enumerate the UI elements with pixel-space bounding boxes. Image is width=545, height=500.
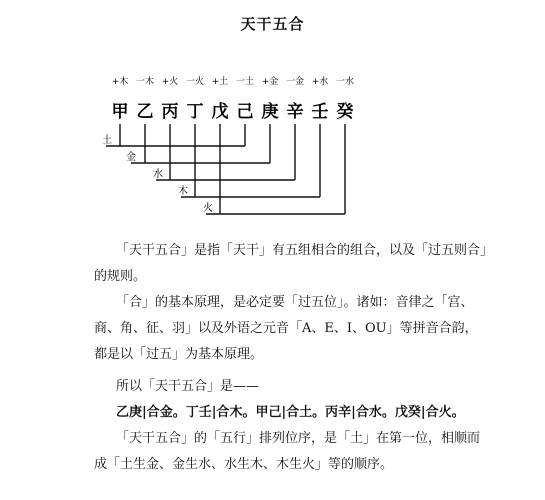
paragraph-line: 成「土生金、金生水、水生木、木生火」等的顺序。 bbox=[94, 457, 394, 472]
paragraph-line: 所以「天干五合」是—— bbox=[116, 379, 260, 394]
stem-character: 壬 bbox=[311, 102, 329, 122]
paragraph-principle bbox=[94, 290, 494, 368]
combination-element-label: 土 bbox=[102, 135, 112, 146]
stem-polarity-element: +金 bbox=[261, 77, 279, 87]
stem-polarity-element: 一木 bbox=[135, 77, 155, 87]
paragraph-line: 「天干五合」的「五行」排列位序，是「土」在第一位，相顺而 bbox=[116, 431, 481, 446]
stem-character: 丙 bbox=[161, 102, 179, 122]
stem-character: 己 bbox=[236, 102, 254, 122]
stem-character: 丁 bbox=[186, 102, 204, 122]
stem-polarity-element: 一土 bbox=[235, 77, 255, 87]
paragraph-combinations bbox=[94, 400, 494, 426]
stem-polarity-element: +水 bbox=[311, 77, 329, 87]
stem-polarity-element: 一水 bbox=[335, 77, 355, 87]
stem-polarity-element: 一火 bbox=[185, 77, 205, 87]
stem-polarity-element: 一金 bbox=[285, 77, 305, 87]
stem-character: 乙 bbox=[136, 102, 154, 122]
paragraph-line: 商、角、征、羽」以及外语之元音「A、E、I、OU」等拼音合韵， bbox=[94, 321, 478, 336]
stem-character: 癸 bbox=[336, 102, 354, 122]
paragraph-order bbox=[94, 426, 494, 478]
paragraph-line: 「合」的基本原理，是必定要「过五位」。诸如：音律之「宫、 bbox=[116, 295, 474, 310]
combination-element-label: 火 bbox=[203, 203, 213, 214]
paragraph-intro bbox=[94, 374, 494, 400]
stem-character: 辛 bbox=[286, 102, 304, 122]
stem-polarity-element: +火 bbox=[161, 77, 179, 87]
paragraph-line: 乙庚|合金。丁壬|合木。甲己|合土。丙辛|合水。戊癸|合火。 bbox=[116, 405, 465, 420]
stem-polarity-element: +土 bbox=[211, 77, 229, 87]
stem-polarity-element: +木 bbox=[111, 77, 129, 87]
paragraph-definition bbox=[94, 238, 494, 290]
stem-character: 甲 bbox=[111, 102, 129, 122]
stem-character: 戊 bbox=[211, 102, 229, 122]
heavenly-stems-combination-diagram bbox=[0, 62, 545, 237]
paragraph-line: 「天干五合」是指「天干」有五组相合的组合，以及「过五则合」 bbox=[116, 243, 494, 258]
combination-element-label: 水 bbox=[153, 169, 163, 180]
paragraph-line: 的规则。 bbox=[94, 269, 147, 284]
combination-element-label: 金 bbox=[126, 152, 136, 163]
stem-character: 庚 bbox=[261, 102, 279, 122]
paragraph-line: 都是以「过五」为基本原理。 bbox=[94, 347, 264, 362]
page-title: 天干五合 bbox=[240, 15, 305, 33]
combination-element-label: 木 bbox=[178, 186, 188, 197]
diagram-canvas bbox=[0, 62, 545, 237]
